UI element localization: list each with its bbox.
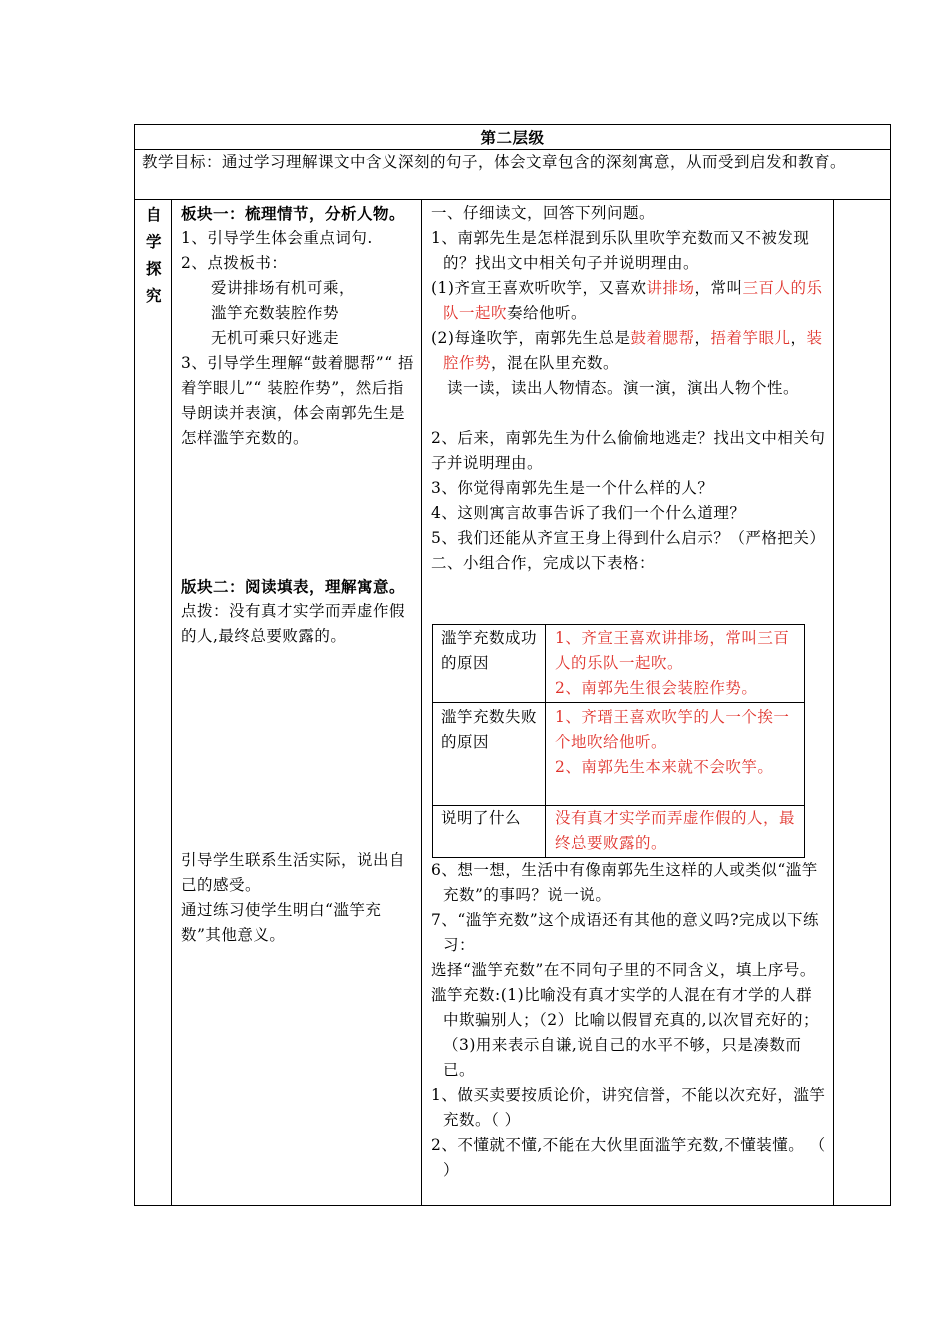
part2-title: 二、小组合作，完成以下表格： (431, 554, 656, 572)
table-answer: 没有真才实学而弄虚作假的人，最终总要败露的。 (555, 809, 796, 852)
question-2: 2、后来，南郭先生为什么偷偷地逃走？找出文中相关句子并说明理由。 (431, 429, 826, 472)
level-title: 第二层级 (480, 128, 545, 147)
part1-title: 一、仔细读文，回答下列问题。 (431, 204, 656, 222)
read-act-tip: 读一读，读出人物情态。演一演，演出人物个性。 (447, 379, 800, 397)
tasks-bottom (431, 858, 827, 1183)
board-line: 滥竽充数装腔作势 (211, 304, 340, 322)
question-7: 7、“滥竽充数”这个成语还有其他的意义吗?完成以下练习： (431, 911, 820, 954)
board-line: 无机可乘只好逃走 (211, 329, 340, 347)
col-divider-1 (171, 199, 172, 1206)
guide-item: 2、点拨板书： (181, 254, 288, 272)
question-3: 3、你觉得南郭先生是一个什么样的人？ (431, 479, 714, 497)
table-answer: 1、齐瑨王喜欢吹竽的人一个挨一个地吹给他听。 2、南郭先生本来就不会吹竽。 (555, 708, 790, 776)
exercise-2: 2、不懂就不懂,不能在大伙里面滥竽充数,不懂装懂。 （ ） (431, 1136, 826, 1179)
objective-divider (134, 199, 891, 200)
answer-2: (2)每逢吹竽，南郭先生总是鼓着腮帮，捂着竽眼儿，装腔作势，混在队里充数。 (431, 329, 823, 372)
guide-tip: 点拨：没有真才实学而弄虚作假的人,最终总要败露的。 (181, 602, 406, 645)
table-label: 说明了什么 (441, 809, 522, 827)
question-1: 1、南郭先生是怎样混到乐队里吹竽充数而又不被发现的？找出文中相关句子并说明理由。 (431, 229, 810, 272)
practice-tip: 通过练习使学生明白“滥竽充数”其他意义。 (181, 901, 382, 944)
col-divider-2 (421, 199, 422, 1206)
block1-title: 板块一：梳理情节，分析人物。 (181, 204, 406, 223)
guide-item: 1、引导学生体会重点词句. (181, 229, 373, 247)
table-label: 滥竽充数失败的原因 (441, 708, 538, 751)
question-6: 6、想一想，生活中有像南郭先生这样的人或类似“滥竽充数”的事吗？说一说。 (431, 861, 818, 904)
choose-instruction: 选择“滥竽充数”在不同句子里的不同含义，填上序号。 (431, 961, 816, 979)
table-answer: 1、齐宣王喜欢讲排场，常叫三百人的乐队一起吹。 2、南郭先生很会装腔作势。 (555, 629, 790, 697)
answer-1: (1)齐宣王喜欢听吹竽，又喜欢讲排场，常叫三百人的乐队一起吹奏给他听。 (431, 279, 823, 322)
teacher-guide-block3 (181, 848, 416, 948)
table-label: 滥竽充数成功的原因 (441, 629, 538, 672)
teacher-guide-block2 (181, 574, 416, 649)
life-tip: 引导学生联系生活实际，说出自己的感受。 (181, 851, 406, 894)
exercise-1: 1、做买卖要按质论价，讲究信誉，不能以次充好，滥竽充数。（ ） (431, 1086, 826, 1129)
teaching-objective: 教学目标：通过学习理解课文中含义深刻的句子，体会文章包含的深刻寓意，从而受到启发和教育。 (142, 153, 847, 171)
meanings: 滥竽充数:(1)比喻没有真才实学的人混在有才学的人群中欺骗别人；（2）比喻以假冒充真的,以次冒充好的；（3)用来表示自谦,说自己的水平不够，只是凑数而已。 (431, 986, 820, 1079)
question-4: 4、这则寓言故事告诉了我们一个什么道理？ (431, 504, 746, 522)
col-divider-3 (833, 199, 834, 1206)
question-5: 5、我们还能从齐宣王身上得到什么启示？（严格把关） (431, 529, 826, 547)
guide-item: 3、引导学生理解“鼓着腮帮”“ 捂着竽眼儿”“ 装腔作势”，然后指导朗读并表演，体会南郭先生是怎样滥竽充数的。 (181, 354, 415, 447)
block2-title: 版块二：阅读填表，理解寓意。 (181, 577, 406, 596)
board-line: 爱讲排场有机可乘， (211, 279, 356, 297)
tasks-top (431, 201, 827, 576)
side-label: 自 学 探 究 (145, 205, 162, 305)
teacher-guide-block1 (181, 201, 416, 451)
